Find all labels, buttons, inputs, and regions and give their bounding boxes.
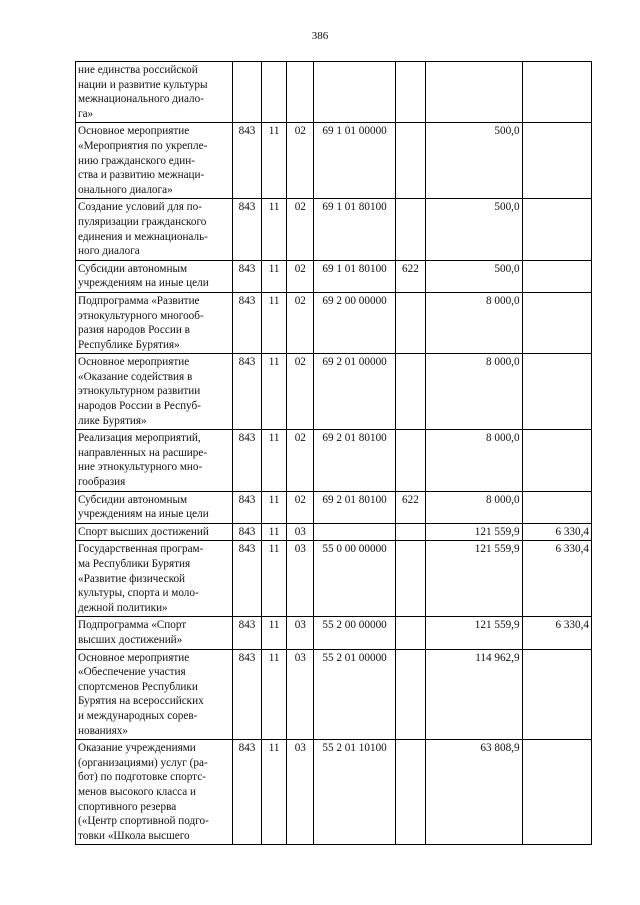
row-name-cell (76, 491, 233, 523)
row-name: Основное мероприятие «Оказание содействия в этнокультурном развитии народов России в Респуб- лике Бурятия» (78, 356, 201, 427)
row-name-cell (76, 649, 233, 740)
vr-cell (395, 430, 425, 491)
row-name-cell (76, 354, 233, 430)
csr-cell: 69 2 01 80100 (314, 430, 395, 491)
ved-cell: 843 (232, 617, 261, 649)
pr-cell: 03 (287, 541, 314, 617)
sum1-cell (426, 62, 523, 123)
sum1-cell: 500,0 (426, 199, 523, 260)
row-name: Оказание учреждениями (организациями) услуг (ра- бот) по подготовке спортс- менов высокого класса и спортивного резерва («Центр спортивной подго- товки «Школа высшего (78, 742, 209, 842)
row-name: Государственная програм- ма Республики Бурятия «Развитие физической культуры, спорта и моло- дежной политики» (78, 543, 204, 614)
csr-cell: 55 2 01 00000 (314, 649, 395, 740)
csr-cell (314, 523, 395, 541)
pr-cell: 02 (287, 123, 314, 199)
ved-cell: 843 (232, 123, 261, 199)
table-row (76, 523, 592, 541)
rz-cell: 11 (262, 430, 287, 491)
rz-cell: 11 (262, 649, 287, 740)
sum2-cell: 6 330,4 (522, 617, 591, 649)
vr-cell: 622 (395, 260, 425, 292)
ved-cell: 843 (232, 260, 261, 292)
vr-cell (395, 649, 425, 740)
row-name: Субсидии автономным учреждениям на иные цели (78, 262, 209, 290)
csr-cell: 69 1 01 80100 (314, 199, 395, 260)
csr-cell: 55 2 00 00000 (314, 617, 395, 649)
row-name: ние единства российской нации и развитие культуры межнационального диало- га» (78, 64, 208, 120)
rz-cell: 11 (262, 292, 287, 353)
vr-cell (395, 523, 425, 541)
sum1-cell: 8 000,0 (426, 292, 523, 353)
sum2-cell (522, 354, 591, 430)
ved-cell: 843 (232, 541, 261, 617)
rz-cell: 11 (262, 260, 287, 292)
sum1-cell: 121 559,9 (426, 541, 523, 617)
ved-cell: 843 (232, 292, 261, 353)
sum2-cell (522, 199, 591, 260)
rz-cell (262, 62, 287, 123)
rz-cell: 11 (262, 354, 287, 430)
sum1-cell: 121 559,9 (426, 617, 523, 649)
ved-cell: 843 (232, 430, 261, 491)
page-number: 386 (311, 30, 329, 42)
row-name-cell (76, 430, 233, 491)
rz-cell: 11 (262, 740, 287, 845)
sum2-cell (522, 62, 591, 123)
sum2-cell: 6 330,4 (522, 523, 591, 541)
sum1-cell: 500,0 (426, 260, 523, 292)
pr-cell: 03 (287, 740, 314, 845)
row-name-cell (76, 62, 233, 123)
table-row (76, 62, 592, 123)
sum2-cell (522, 292, 591, 353)
pr-cell (287, 62, 314, 123)
sum2-cell (522, 123, 591, 199)
pr-cell: 02 (287, 292, 314, 353)
ved-cell: 843 (232, 649, 261, 740)
ved-cell: 843 (232, 491, 261, 523)
pr-cell: 02 (287, 199, 314, 260)
sum1-cell: 500,0 (426, 123, 523, 199)
ved-cell: 843 (232, 199, 261, 260)
row-name-cell (76, 740, 233, 845)
row-name: Субсидии автономным учреждениям на иные цели (78, 493, 209, 521)
table-row (76, 617, 592, 649)
sum1-cell: 8 000,0 (426, 430, 523, 491)
budget-table (75, 61, 592, 845)
row-name-cell (76, 523, 233, 541)
vr-cell (395, 541, 425, 617)
vr-cell (395, 199, 425, 260)
row-name-cell (76, 617, 233, 649)
table-row (76, 430, 592, 491)
row-name-cell (76, 123, 233, 199)
rz-cell: 11 (262, 199, 287, 260)
rz-cell: 11 (262, 491, 287, 523)
rz-cell: 11 (262, 541, 287, 617)
sum2-cell (522, 649, 591, 740)
csr-cell: 69 2 01 80100 (314, 491, 395, 523)
table-row (76, 199, 592, 260)
pr-cell: 02 (287, 430, 314, 491)
ved-cell: 843 (232, 740, 261, 845)
sum1-cell: 63 808,9 (426, 740, 523, 845)
pr-cell: 02 (287, 260, 314, 292)
sum2-cell (522, 260, 591, 292)
row-name: Создание условий для по- пуляризации гражданского единения и межнациональ- ного диалога (78, 201, 208, 258)
budget-table-body (76, 62, 592, 845)
table-row (76, 491, 592, 523)
sum2-cell (522, 491, 591, 523)
row-name-cell (76, 260, 233, 292)
vr-cell (395, 740, 425, 845)
row-name: Подпрограмма «Развитие этнокультурного многооб- разия народов России в Республике Бурятия» (78, 294, 204, 351)
sum1-cell: 8 000,0 (426, 354, 523, 430)
sum1-cell: 121 559,9 (426, 523, 523, 541)
csr-cell (314, 62, 395, 123)
row-name-cell (76, 541, 233, 617)
vr-cell (395, 123, 425, 199)
sum1-cell: 8 000,0 (426, 491, 523, 523)
pr-cell: 02 (287, 354, 314, 430)
sum2-cell (522, 740, 591, 845)
row-name: Подпрограмма «Спорт высших достижений» (78, 619, 187, 646)
vr-cell (395, 617, 425, 649)
table-row (76, 649, 592, 740)
rz-cell: 11 (262, 123, 287, 199)
pr-cell: 02 (287, 491, 314, 523)
vr-cell (395, 354, 425, 430)
sum1-cell: 114 962,9 (426, 649, 523, 740)
row-name: Основное мероприятие «Мероприятия по укрепле- нию гражданского един- ства и развитию межнаци- онального диалога» (78, 125, 208, 196)
ved-cell: 843 (232, 523, 261, 541)
csr-cell: 55 0 00 00000 (314, 541, 395, 617)
row-name-cell (76, 292, 233, 353)
pr-cell: 03 (287, 523, 314, 541)
rz-cell: 11 (262, 523, 287, 541)
rz-cell: 11 (262, 617, 287, 649)
sum2-cell (522, 430, 591, 491)
table-row (76, 354, 592, 430)
row-name: Реализация мероприятий, направленных на расшире- ние этнокультурного мно- гообразия (78, 432, 208, 489)
vr-cell (395, 62, 425, 123)
pr-cell: 03 (287, 649, 314, 740)
vr-cell (395, 292, 425, 353)
csr-cell: 69 2 01 00000 (314, 354, 395, 430)
table-row (76, 260, 592, 292)
table-row (76, 541, 592, 617)
csr-cell: 69 1 01 00000 (314, 123, 395, 199)
sum2-cell: 6 330,4 (522, 541, 591, 617)
row-name-cell (76, 199, 233, 260)
row-name: Спорт высших достижений (78, 525, 209, 538)
ved-cell (232, 62, 261, 123)
csr-cell: 55 2 01 10100 (314, 740, 395, 845)
vr-cell: 622 (395, 491, 425, 523)
csr-cell: 69 1 01 80100 (314, 260, 395, 292)
table-row (76, 740, 592, 845)
row-name: Основное мероприятие «Обеспечение участия спортсменов Республики Бурятия на всероссийских и международных сорев- нованиях» (78, 651, 204, 737)
table-row (76, 123, 592, 199)
pr-cell: 03 (287, 617, 314, 649)
table-row (76, 292, 592, 353)
ved-cell: 843 (232, 354, 261, 430)
csr-cell: 69 2 00 00000 (314, 292, 395, 353)
